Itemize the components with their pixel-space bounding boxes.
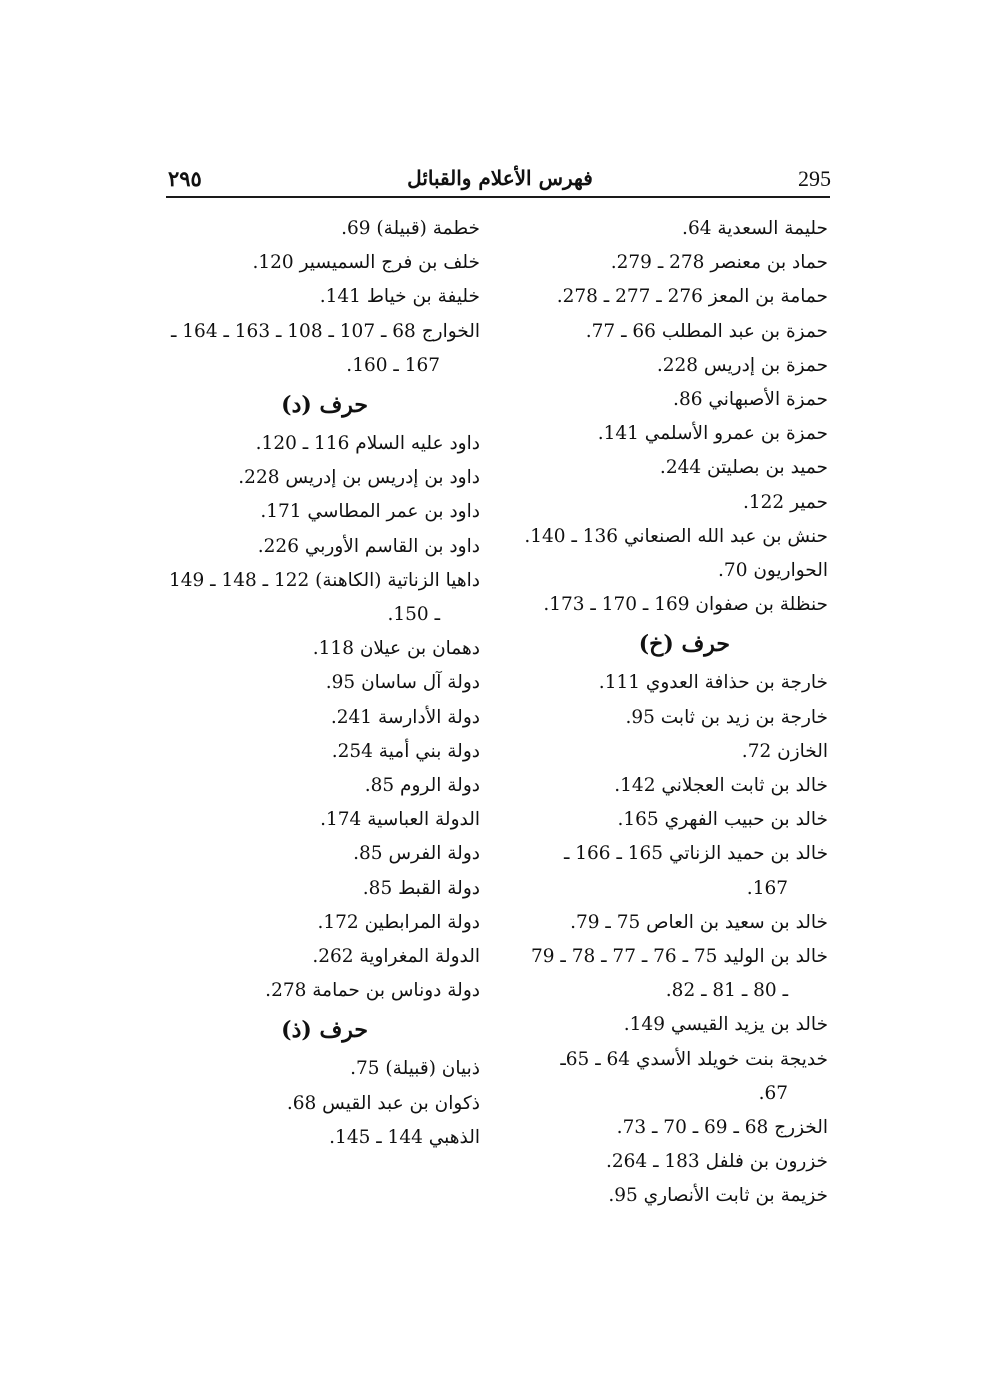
index-entry: داود بن إدريس بن إدريس 228. <box>238 467 480 489</box>
index-entry-continuation: 67. <box>758 1082 788 1104</box>
index-entry: خالد بن سعيد بن العاص 75 ـ 79. <box>570 911 828 933</box>
index-entry: الدولة العباسية 174. <box>320 809 480 831</box>
index-entry: حمزة بن عمرو الأسلمي 141. <box>597 423 828 445</box>
index-entry: حنظلة بن صفوان 169 ـ 170 ـ 173. <box>543 594 828 616</box>
index-entry: الذهبي 144 ـ 145. <box>329 1126 480 1148</box>
index-entry: خلف بن فرج السميسير 120. <box>252 252 480 274</box>
index-entry: خالد بن حبيب الفهري 165. <box>617 809 828 831</box>
index-entry: دولة المرابطين 172. <box>317 911 480 933</box>
index-entry: دولة دوناس بن حمامة 278. <box>265 980 480 1002</box>
index-entry: دولة بني أمية 254. <box>331 740 480 762</box>
section-heading-dal: حرف (د) <box>281 392 368 419</box>
index-entry: خالد بن ثابت العجلاني 142. <box>614 775 828 797</box>
index-entry: الخزرج 68 ـ 69 ـ 70 ـ 73. <box>616 1117 828 1139</box>
index-entry-continuation: 167 ـ 160. <box>346 354 440 376</box>
section-heading-dhal: حرف (ذ) <box>281 1017 368 1044</box>
index-column-left <box>160 212 480 1155</box>
index-entry: داود بن القاسم الأوربي 226. <box>257 535 480 557</box>
index-entry: دهمان بن عيلان 118. <box>312 638 480 660</box>
index-entry: حمزة بن عبد المطلب 66 ـ 77. <box>585 320 828 342</box>
index-entry: خديجة بنت خويلد الأسدي 64 ـ 65ـ <box>560 1048 828 1070</box>
page-number-arabic: ٢٩٥ <box>168 166 202 191</box>
index-entry: حمزة الأصبهاني 86. <box>673 389 828 411</box>
index-entry: خزيمة بن ثابت الأنصاري 95. <box>608 1185 828 1207</box>
index-entry: حمير 122. <box>742 491 828 513</box>
index-entry: حليمة السعدية 64. <box>682 218 828 239</box>
index-entry: دولة آل ساسان 95. <box>325 672 480 694</box>
index-entry: داود عليه السلام 116 ـ 120. <box>255 433 480 455</box>
index-entry: داود بن عمر المطاسي 171. <box>260 501 480 523</box>
index-entry: حميد بن بصليتن 244. <box>659 457 828 479</box>
index-entry: حمامة بن المعز 276 ـ 277 ـ 278. <box>556 286 828 308</box>
index-entry: خالد بن يزيد القيسي 149. <box>623 1014 828 1036</box>
index-entry-continuation: ـ 150. <box>387 604 440 626</box>
index-entry: دولة القبط 85. <box>362 877 480 899</box>
index-entry: خزرون بن فلفل 183 ـ 264. <box>605 1151 828 1173</box>
index-entry-continuation: 167. <box>746 877 788 899</box>
index-entry: حمزة بن إدريس 228. <box>656 354 828 376</box>
header-rule <box>166 196 830 198</box>
index-entry: داهيا الزناتية (الكاهنة) 122 ـ 148 ـ 149 <box>168 569 480 591</box>
index-entry: الدولة المغراوية 262. <box>312 946 480 968</box>
index-column-right <box>513 212 828 1214</box>
index-entry: حنش بن عبد الله الصنعاني 136 ـ 140. <box>524 525 828 547</box>
index-entry-continuation: ـ 80 ـ 81 ـ 82. <box>665 980 788 1002</box>
index-entry: الحواريون 70. <box>718 560 828 582</box>
index-entry: حماد بن معنصر 278 ـ 279. <box>610 252 828 274</box>
index-entry: خليفة بن خياط 141. <box>319 286 480 308</box>
index-entry: ذكوان بن عبد القيس 68. <box>286 1092 480 1114</box>
index-entry: دولة الروم 85. <box>364 775 480 797</box>
index-entry: خارجة بن حذافة العدوي 111. <box>598 672 828 694</box>
index-entry: ذبيان (قبيلة) 75. <box>350 1058 480 1080</box>
section-heading-kha: حرف (خ) <box>638 631 730 658</box>
index-entry: الخازن 72. <box>741 740 828 762</box>
index-entry: خالد بن حميد الزناتي 165 ـ 166 ـ <box>563 843 828 865</box>
index-entry: خارجة بن زيد بن ثابت 95. <box>625 706 828 728</box>
index-entry: دولة الأدارسة 241. <box>330 706 480 728</box>
index-entry: خطمة (قبيلة) 69. <box>341 218 480 239</box>
page-header-title: فهرس الأعلام والقبائل <box>407 166 593 190</box>
page-number-latin: 295 <box>798 166 831 191</box>
index-entry: دولة الفرس 85. <box>353 843 480 865</box>
index-entry: الخوارج 68 ـ 107 ـ 108 ـ 163 ـ 164 ـ <box>170 320 480 342</box>
index-entry: خالد بن الوليد 75 ـ 76 ـ 77 ـ 78 ـ 79 <box>530 946 828 968</box>
